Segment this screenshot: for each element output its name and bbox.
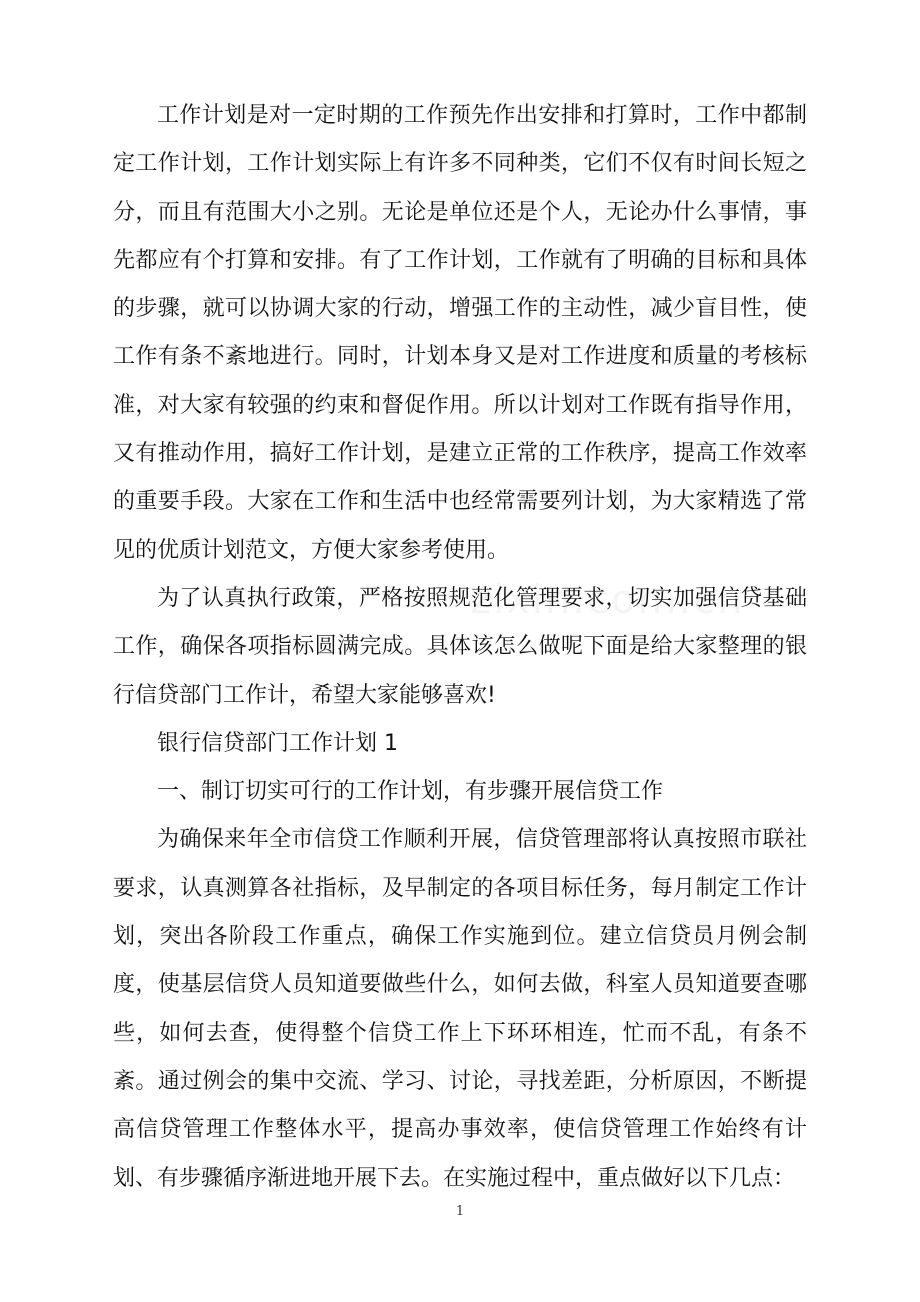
document-body — [113, 92, 807, 1203]
body-paragraph: 为确保来年全市信贷工作顺利开展，信贷管理部将认真按照市联社要求，认真测算各社指标，及早制定的各项目标任务，每月制定工作计划，突出各阶段工作重点，确保工作实施到位。建立信贷员月例会制度，使基层信贷人员知道要做些什么，如何去做，科室人员知道要查哪些，如何去查，使得整个信贷工作上下环环相连，忙而不乱，有条不紊。通过例会的集中交流、学习、讨论，寻找差距，分析原因，不断提高信贷管理工作整体水平，提高办事效率，使信贷管理工作始终有计划、有步骤循序渐进地开展下去。在实施过程中，重点做好以下几点： — [113, 827, 807, 1191]
page-number: 1 — [455, 1204, 465, 1219]
summary-paragraph: 为了认真执行政策，严格按照规范化管理要求，切实加强信贷基础工作，确保各项指标圆满完成。具体该怎么做呢下面是给大家整理的银行信贷部门工作计，希望大家能够喜欢! — [113, 585, 807, 708]
intro-paragraph: 工作计划是对一定时期的工作预先作出安排和打算时，工作中都制定工作计划，工作计划实际上有许多不同种类，它们不仅有时间长短之分，而且有范围大小之别。无论是单位还是个人，无论办什么事情，事先都应有个打算和安排。有了工作计划，工作就有了明确的目标和具体的步骤，就可以协调大家的行动，增强工作的主动性，减少盲目性，使工作有条不紊地进行。同时，计划本身又是对工作进度和质量的考核标准，对大家有较强的约束和督促作用。所以计划对工作既有指导作用，又有推动作用，搞好工作计划，是建立正常的工作秩序，提高工作效率的重要手段。大家在工作和生活中也经常需要列计划，为大家精选了常见的优质计划范文，方便大家参考使用。 — [113, 103, 807, 563]
subsection-heading: 一、制订切实可行的工作计划，有步骤开展信贷工作 — [157, 779, 664, 805]
section-title: 银行信贷部门工作计划 1 — [157, 730, 398, 756]
